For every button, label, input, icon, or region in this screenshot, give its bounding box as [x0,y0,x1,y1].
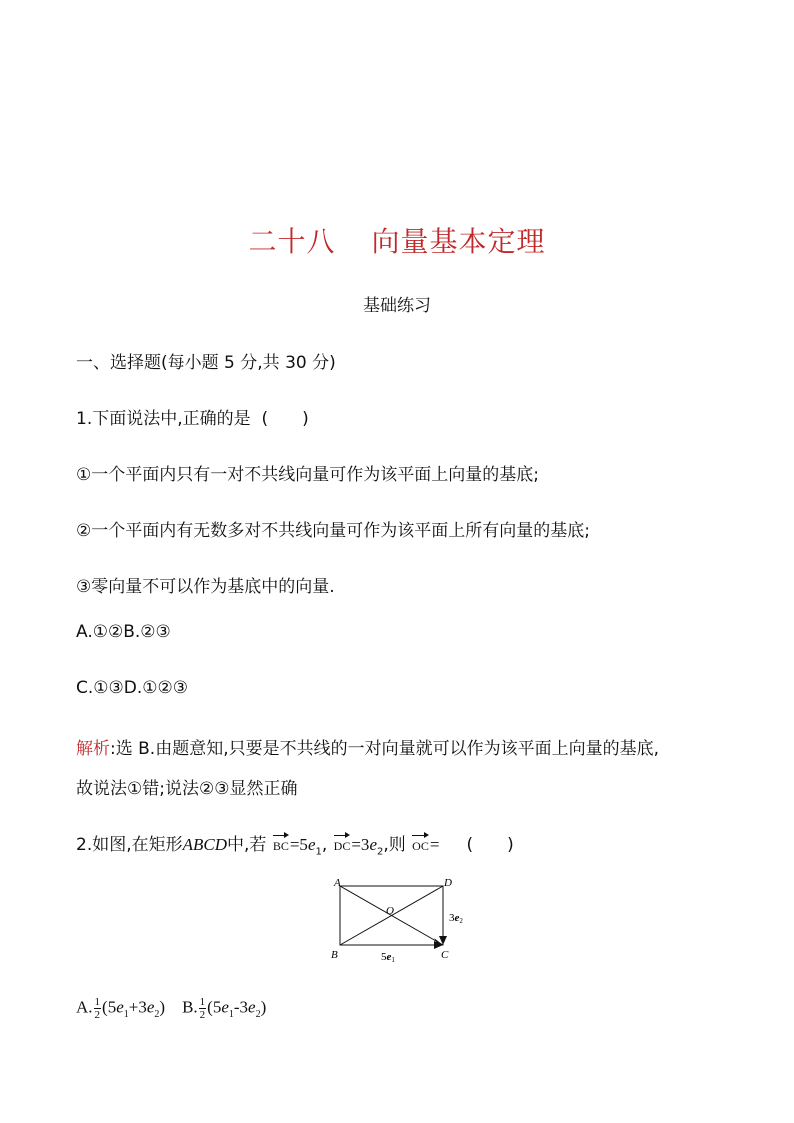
question-2-options: A. $\frac{1}{2}$ $(5e_1+3e_2)$ B. $\frac{1}{2}$ $(5e_1-3e_2)$ [76,996,267,1021]
page-title [0,220,794,260]
option-a-label: A. [76,997,93,1017]
rect-name: ABCD [182,835,228,854]
question-2-stem: 2.如图,在矩形ABCD中,若 $BC=5e_1$, $DC=3e_2$,则 OC= ( ) [76,835,514,858]
answer-paren: ( ) [466,835,514,855]
title-number: 二十八 [248,225,336,258]
statement-3: ③零向量不可以作为基底中的向量. [76,577,335,597]
label-d: D [444,877,452,889]
answer-paren: ( ) [261,409,309,429]
option-c: C.①③ [76,678,124,698]
title-text: 向量基本定理 [371,225,546,258]
label-right-side: 3e2 [449,912,463,925]
fraction-half: $\frac{1}{2}$ [94,996,101,1021]
label-bottom-side: 5e1 [381,951,395,964]
option-a: A.①② [76,622,124,642]
label-b: B [331,949,338,961]
label-c: C [441,949,449,961]
label-a: A [334,877,341,889]
option-d: D.①②③ [123,678,188,698]
subtitle: 基础练习 [363,296,431,316]
statement-1: ①一个平面内只有一对不共线向量可作为该平面上向量的基底; [76,465,539,485]
vector-oc: OC [412,833,429,854]
vector-bc: BC [273,833,289,854]
options-cd [76,678,188,698]
option-b-label: B. [182,997,198,1017]
analysis-line-1 [76,734,659,759]
analysis-line-2: 故说法①错;说法②③显然正确 [76,779,298,799]
fraction-half: $\frac{1}{2}$ [199,996,206,1021]
analysis-text-1: :选 B.由题意知,只要是不共线的一对向量就可以作为该平面上向量的基底, [110,739,660,759]
rectangle-figure [320,872,480,968]
question-1-stem [76,404,309,429]
label-o: O [386,905,394,917]
question-1-text: 1.下面说法中,正确的是 [76,409,251,429]
section-heading: 一、选择题(每小题 5 分,共 30 分) [76,353,336,373]
options-ab [76,622,171,642]
statement-2: ②一个平面内有无数多对不共线向量可作为该平面上所有向量的基底; [76,521,590,541]
analysis-label: 解析 [76,739,110,759]
option-b: B.②③ [123,622,171,642]
vector-dc: DC [334,833,351,854]
